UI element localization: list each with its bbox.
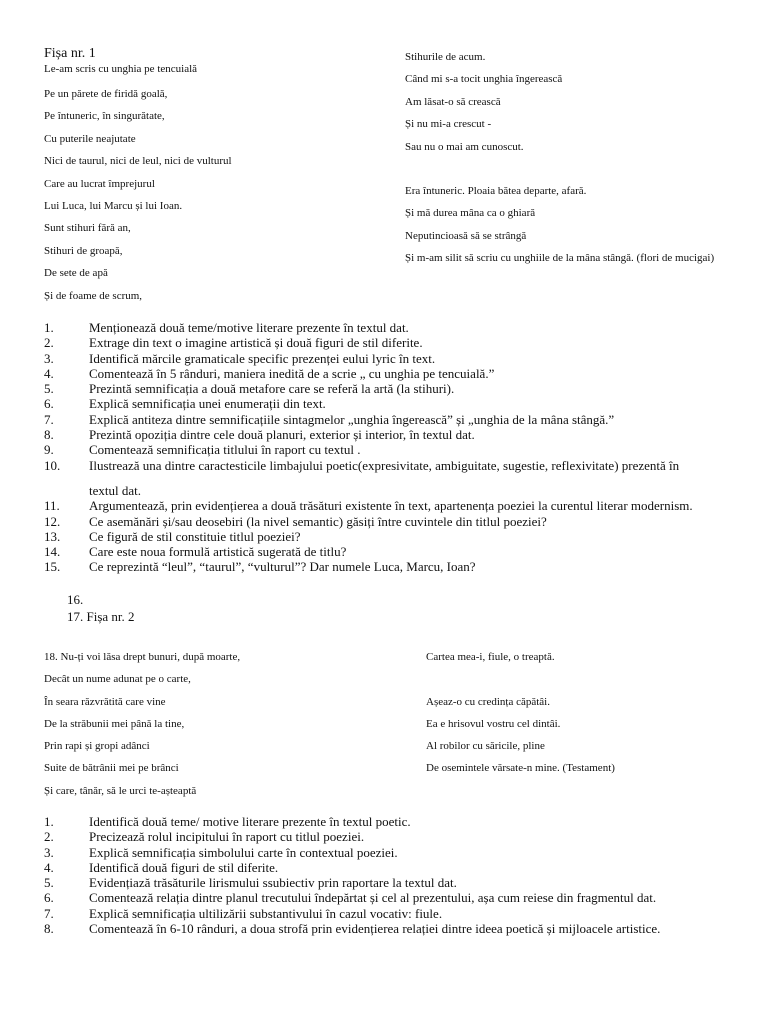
poem-line: 18. Nu-ți voi lăsa drept bunuri, după moarte, bbox=[44, 651, 241, 663]
poem-line: Neputincioasă să se strângă bbox=[405, 229, 527, 242]
question-item: 8. Comentează în 6-10 rânduri, a doua strofă prin evidențierea relației dintre ideea poetică și mijloacele artistice. bbox=[44, 921, 661, 937]
poem-line: Le-am scris cu unghia pe tencuială bbox=[44, 63, 198, 75]
question-item: 5. Prezintă semnificația a două metafore care se referă la artă (la stihuri). bbox=[44, 381, 455, 397]
poem-line: De la străbunii mei până la tine, bbox=[44, 717, 185, 730]
question-item: 3. Identifică mărcile gramaticale specific prezenței eului lyric în text. bbox=[44, 350, 436, 366]
poem-line: Cu puterile neajutate bbox=[44, 132, 136, 145]
question-item: 4. Identifică două figuri de stil diferite. bbox=[44, 859, 279, 875]
poem-line: Pe întuneric, în singurătate, bbox=[44, 110, 165, 123]
poem-line: Nici de taurul, nici de leul, nici de vulturul bbox=[44, 155, 232, 168]
poem-line: Stihurile de acum. bbox=[405, 51, 486, 63]
question-item: 12. Ce asemănări și/sau deosebiri (la nivel semantic) găsiți între cuvintele din titlul poeziei? bbox=[44, 513, 547, 529]
question-item: 5. Evidențiază trăsăturile lirismului ssubiectiv prin raportare la textul dat. bbox=[44, 875, 457, 891]
poem-line: Cartea mea-i, fiule, o treaptă. bbox=[426, 651, 555, 663]
question-item: 1. Identifică două teme/ motive literare prezente în textul poetic. bbox=[44, 814, 411, 829]
poem2-left-column bbox=[44, 646, 374, 802]
question-item: 8. Prezintă opoziția dintre cele două planuri, exterior și interior, în textul dat. bbox=[44, 427, 475, 443]
question-item: 1. Menționează două teme/motive literare prezente în textul dat. bbox=[44, 320, 409, 335]
poem-line: Al robilor cu săricile, pline bbox=[426, 740, 545, 753]
question-item: 7. Explică antiteza dintre semnificațiile sintagmelor „unghia îngerească” și „unghia de la mâna stângă.” bbox=[44, 411, 615, 427]
poem-line: Și mă durea mâna ca o ghiară bbox=[405, 207, 536, 220]
poem1-left-column bbox=[44, 46, 384, 307]
question-item: 11. Argumentează, prin evidențierea a două trăsături existente în text, apartenența poeziei la curentul literar modernism. bbox=[44, 498, 693, 514]
question-item: 2. Extrage din text o imagine artistică și două figuri de stil diferite. bbox=[44, 335, 423, 351]
poem-line: Decât un nume adunat pe o carte, bbox=[44, 673, 191, 686]
question-item: 13. Ce figură de stil constituie titlul poeziei? bbox=[44, 528, 301, 544]
poem-line: Și m-am silit să scriu cu unghiile de la mâna stângă. (flori de mucigai) bbox=[405, 252, 715, 265]
question-item: 6. Explică semnificația unei enumerații din text. bbox=[44, 396, 326, 412]
poem-line: Prin rapi și gropi adânci bbox=[44, 740, 150, 753]
poem-line: Ea e hrisovul vostru cel dintâi. bbox=[426, 717, 561, 730]
sheet1-title: Fișa nr. 1 bbox=[44, 46, 96, 61]
poem-line: Și nu mi-a crescut - bbox=[405, 118, 492, 131]
poem-line: Când mi s-a tocit unghia îngerească bbox=[405, 73, 563, 86]
sheet1-questions bbox=[44, 320, 744, 575]
poem-line: În seara răzvrătită care vine bbox=[44, 695, 166, 708]
sheet2-title: 17. Fișa nr. 2 bbox=[67, 609, 135, 624]
poem-line: Lui Luca, lui Marcu și lui Ioan. bbox=[44, 200, 183, 213]
poem-line: Sau nu o mai am cunoscut. bbox=[405, 140, 524, 153]
poem-line: De osemintele vărsate-n mine. (Testament) bbox=[426, 762, 615, 775]
question-item: 14. Care este noua formulă artistică sugerată de titlu? bbox=[44, 544, 347, 560]
stanza-gap bbox=[405, 158, 745, 180]
poem-line: Sunt stihuri fără an, bbox=[44, 222, 131, 235]
question-item: 7. Explică semnificația ultilizării substantivului în cazul vocativ: fiule. bbox=[44, 905, 443, 921]
question-item: 4. Comentează în 5 rânduri, maniera inedită de a scrie „ cu unghia pe tencuială.” bbox=[44, 365, 495, 381]
item-16: 16. bbox=[67, 592, 84, 607]
question-item: 10. Ilustrează una dintre caractesticile limbajului poetic(expresivitate, ambiguitate, sugestie, reflexivitate) prezentă în textul dat. bbox=[44, 458, 744, 499]
stanza-gap bbox=[426, 668, 746, 690]
poem-line: De sete de apă bbox=[44, 267, 108, 280]
poem-line: Care au lucrat împrejurul bbox=[44, 177, 155, 190]
question-continuation: textul dat. bbox=[89, 482, 141, 498]
poem-line: Și care, tânăr, să le urci te-așteaptă bbox=[44, 784, 197, 797]
question-item: 2. Precizează rolul incipitului în raport cu titlul poeziei. bbox=[44, 829, 365, 845]
poem-line: Am lăsat-o să crească bbox=[405, 95, 501, 108]
poem-line: Suite de bătrânii mei pe brânci bbox=[44, 762, 179, 775]
poem-line: Așeaz-o cu credința căpătâi. bbox=[426, 695, 550, 708]
question-item: 6. Comentează relația dintre planul trecutului îndepărtat și cel al prezentului, așa cum reiese din fragmentul dat. bbox=[44, 890, 657, 906]
poem-line: Și de foame de scrum, bbox=[44, 289, 143, 302]
question-item: 3. Explică semnificația simbolului carte în contextual poeziei. bbox=[44, 844, 398, 860]
question-item: 15. Ce reprezintă “leul”, “taurul”, “vulturul”? Dar numele Luca, Marcu, Ioan? bbox=[44, 559, 476, 575]
poem2-right-column bbox=[426, 646, 746, 780]
sheet2-questions bbox=[44, 814, 744, 936]
poem-line: Pe un părete de firidă goală, bbox=[44, 88, 168, 100]
poem-line: Era întuneric. Ploaia bătea departe, afară. bbox=[405, 185, 587, 198]
poem1-right-column bbox=[405, 46, 745, 269]
question-item: 9. Comentează semnificația titlului în raport cu textul . bbox=[44, 442, 361, 458]
poem-line: Stihuri de groapă, bbox=[44, 244, 123, 257]
